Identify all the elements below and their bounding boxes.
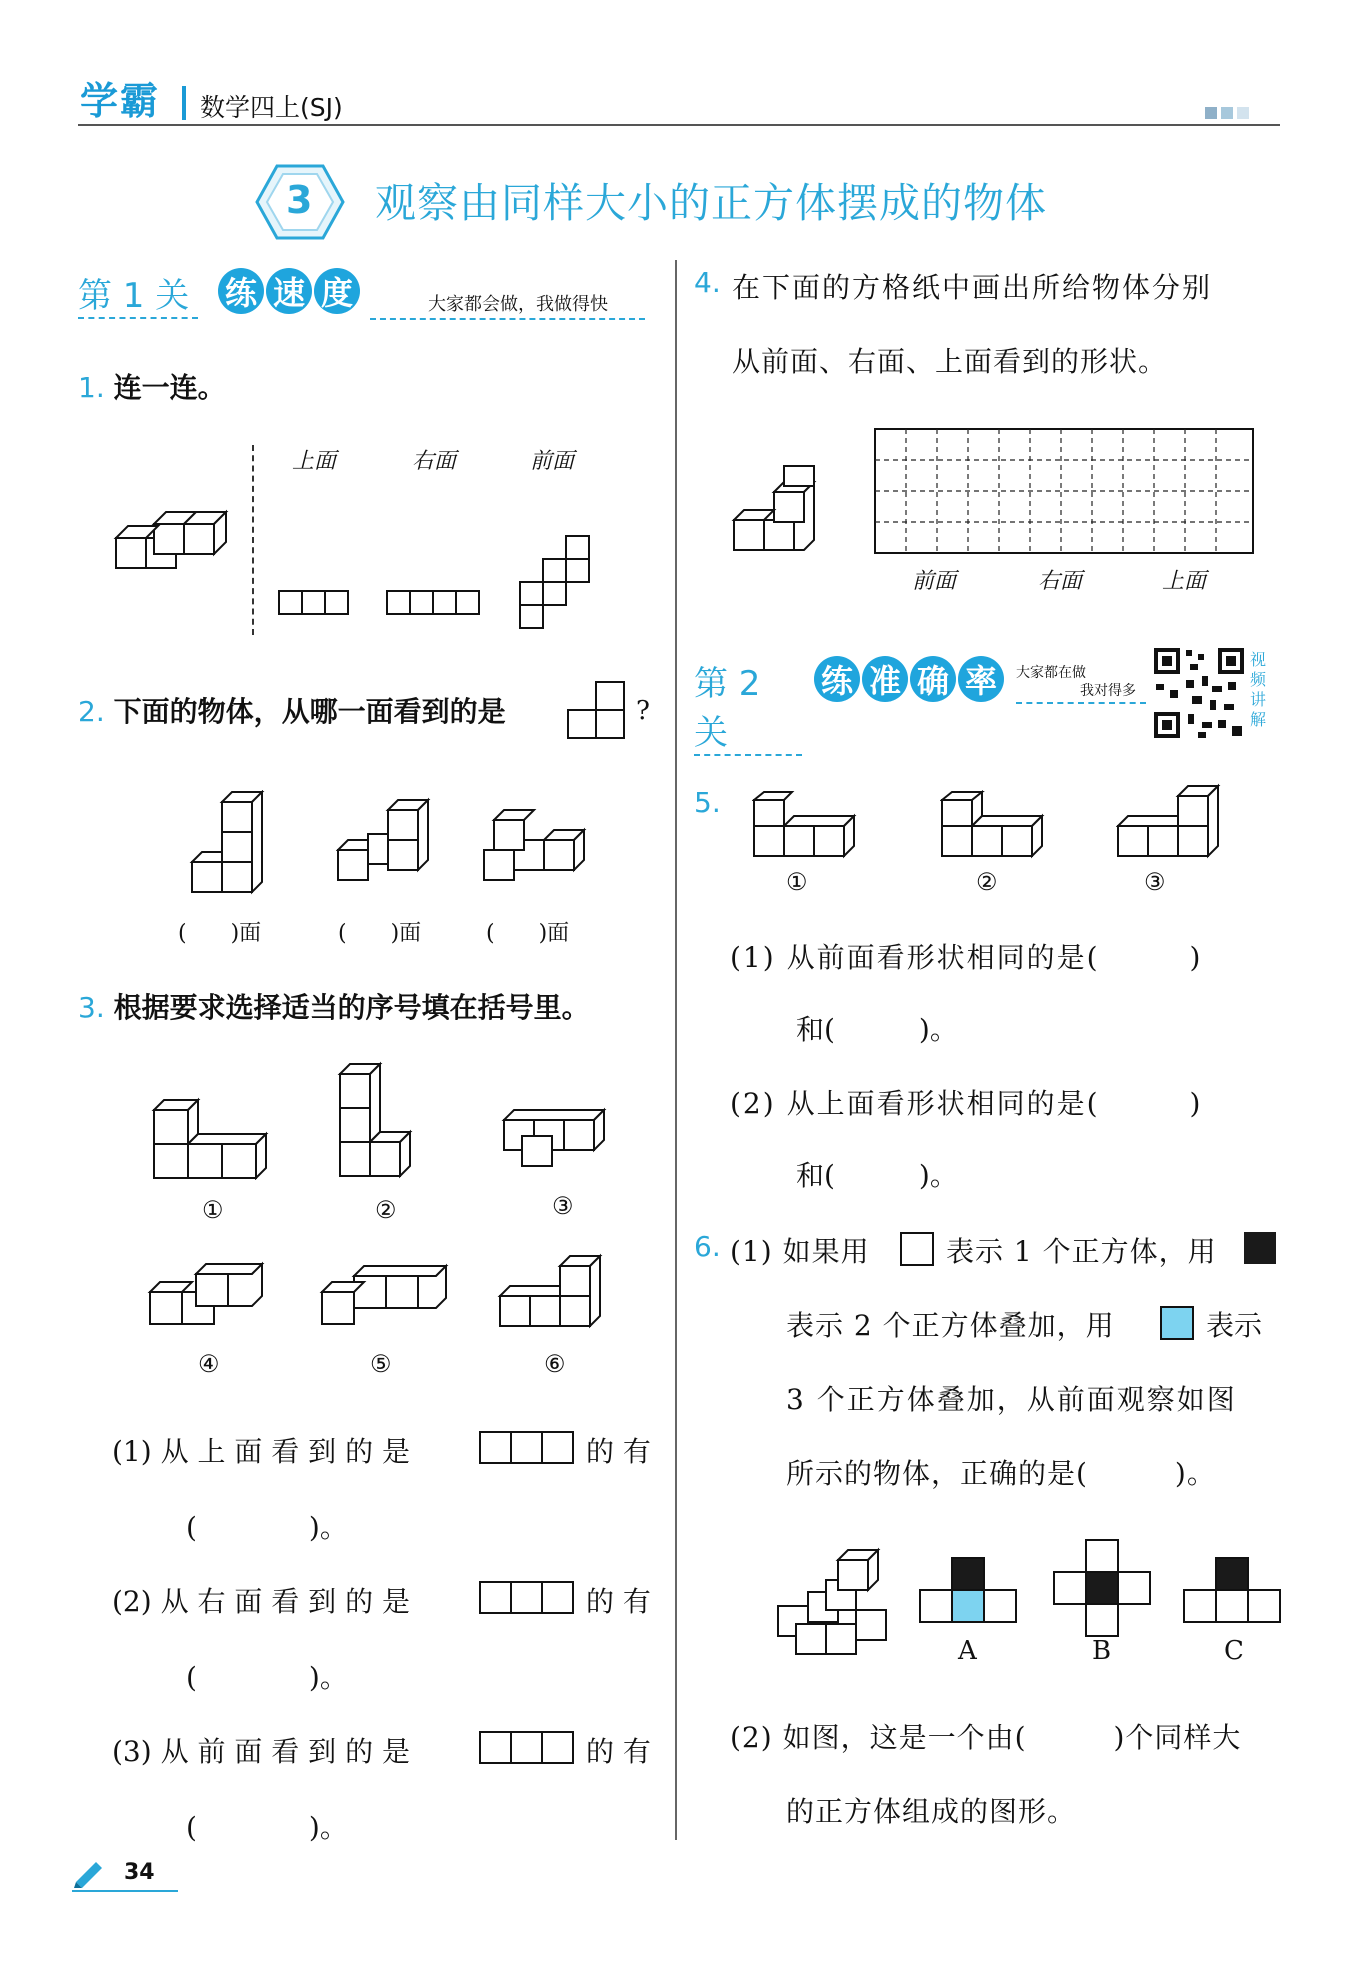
q3-item-1-blank[interactable]: ( )。 xyxy=(186,1511,348,1544)
level2-badge: 准 xyxy=(862,656,908,702)
header-rule xyxy=(78,124,1280,126)
q1-solid xyxy=(110,500,230,580)
q3-item-1-prefix: (1) 从 上 面 看 到 的 是 xyxy=(112,1435,410,1468)
q5-part2-line2[interactable]: 和( )。 xyxy=(796,1159,958,1192)
q5-part2-line1[interactable]: (2) 从上面看形状相同的是( ) xyxy=(730,1087,1203,1120)
q1-view-label: 前面 xyxy=(530,449,575,474)
book-title: 数学四上(SJ) xyxy=(200,93,343,122)
q3-item-3-suffix: 的 有 xyxy=(586,1735,651,1768)
q3-text: 根据要求选择适当的序号填在括号里。 xyxy=(113,991,590,1024)
q3-item-3-prefix: (3) 从 前 面 看 到 的 是 xyxy=(112,1735,410,1768)
q6-number-text: 6. xyxy=(694,1230,721,1263)
q3-solid-1 xyxy=(150,1080,270,1180)
q1-view-staircase[interactable] xyxy=(518,535,592,631)
q5-part1-line2[interactable]: 和( )。 xyxy=(796,1013,958,1046)
q3-label: ③ xyxy=(552,1192,574,1220)
q3-label: ② xyxy=(375,1196,397,1224)
q4-solid xyxy=(730,460,830,560)
q6-option-label: C xyxy=(1224,1636,1244,1666)
q6-option-c-figure[interactable] xyxy=(1182,1556,1284,1628)
q6-part1-f[interactable]: 所示的物体，正确的是( )。 xyxy=(786,1457,1216,1490)
level2-tagline-underline xyxy=(1016,702,1146,704)
q3-label: ⑥ xyxy=(544,1350,566,1378)
page-number: 34 xyxy=(124,1860,155,1885)
q5-solid-3 xyxy=(1116,780,1226,860)
q2-answer-blank[interactable]: ( )面 xyxy=(178,921,262,946)
q3-solid-4 xyxy=(146,1252,266,1332)
q1-view-3-squares[interactable] xyxy=(278,590,350,616)
q3-number: 3. xyxy=(78,991,105,1024)
q6-part1-a: (1) 如果用 xyxy=(730,1235,870,1268)
level1-badge: 速 xyxy=(266,268,312,314)
q2-answer-blank[interactable]: ( )面 xyxy=(486,921,570,946)
q4-grid-label: 上面 xyxy=(1162,569,1207,594)
q3-item-1-suffix: 的 有 xyxy=(586,1435,651,1468)
q5-solid-1 xyxy=(752,790,858,860)
level2-badge: 练 xyxy=(814,656,860,702)
q2-solid-3 xyxy=(482,800,594,890)
q6-part1-d: 表示 xyxy=(1206,1309,1263,1342)
q3-stem xyxy=(78,986,590,1026)
triple-cube-symbol xyxy=(1160,1306,1194,1340)
q3-solid-6 xyxy=(496,1236,616,1336)
q3-item-1-shape xyxy=(478,1430,576,1466)
q3-item-2-prefix: (2) 从 右 面 看 到 的 是 xyxy=(112,1585,410,1618)
lesson-title: 观察由同样大小的正方体摆成的物体 xyxy=(375,179,1047,227)
q6-number xyxy=(694,1230,721,1263)
q6-option-label: A xyxy=(958,1636,977,1666)
level2-header xyxy=(694,656,802,756)
q3-item-2-blank[interactable]: ( )。 xyxy=(186,1661,348,1694)
q4-number-text: 4. xyxy=(694,266,721,299)
q2-stem xyxy=(78,690,506,730)
q3-item-2-suffix: 的 有 xyxy=(586,1585,651,1618)
single-cube-symbol xyxy=(900,1232,934,1266)
level1-label: 第 1 关 xyxy=(78,276,190,316)
level1-tagline: 大家都会做，我做得快 xyxy=(428,294,608,315)
level2-label: 第 2 关 xyxy=(694,664,761,753)
q5-label: ② xyxy=(976,868,998,896)
level1-tagline-underline xyxy=(370,318,645,320)
q2-view-shape xyxy=(566,680,626,740)
q6-part2-line2: 的正方体组成的图形。 xyxy=(786,1795,1077,1828)
q3-label: ④ xyxy=(198,1350,220,1378)
footer-rule xyxy=(72,1890,178,1892)
q2-solid-1 xyxy=(180,790,266,900)
q2-number: 2. xyxy=(78,695,105,728)
q2-solid-2 xyxy=(336,794,436,894)
pencil-icon xyxy=(72,1858,106,1888)
qr-code-icon[interactable] xyxy=(1152,646,1246,740)
q5-label: ③ xyxy=(1144,868,1166,896)
brand-divider xyxy=(182,86,186,120)
q3-item-2-shape xyxy=(478,1580,576,1616)
level2-badges xyxy=(814,656,1004,702)
q6-option-b-figure[interactable] xyxy=(1052,1538,1154,1642)
q1-view-label: 上面 xyxy=(292,449,337,474)
column-divider xyxy=(675,260,677,1840)
q3-label: ① xyxy=(202,1196,224,1224)
q6-part1-b: 表示 1 个正方体，用 xyxy=(946,1235,1217,1268)
q4-grid-label: 右面 xyxy=(1038,569,1083,594)
q4-number xyxy=(694,266,721,299)
level1-header xyxy=(78,268,198,319)
q3-solid-5 xyxy=(318,1252,452,1332)
q1-text: 连一连。 xyxy=(113,371,226,404)
q6-part1-c: 表示 2 个正方体叠加，用 xyxy=(786,1309,1115,1342)
header-decoration xyxy=(1205,104,1253,123)
q4-grid-paper[interactable] xyxy=(874,428,1256,556)
q2-text: 下面的物体，从哪一面看到的是 xyxy=(113,695,506,728)
q6-part1-e: 3 个正方体叠加，从前面观察如图 xyxy=(786,1383,1237,1416)
q3-solid-3 xyxy=(500,1100,620,1170)
q3-label: ⑤ xyxy=(370,1350,392,1378)
q1-divider xyxy=(252,445,254,635)
level2-badge: 率 xyxy=(958,656,1004,702)
q6-part2-line1[interactable]: (2) 如图，这是一个由( )个同样大 xyxy=(730,1721,1242,1754)
q2-answer-blank[interactable]: ( )面 xyxy=(338,921,422,946)
q4-text-line1: 在下面的方格纸中画出所给物体分别 xyxy=(732,271,1213,304)
q5-number-text: 5. xyxy=(694,786,721,819)
q5-number xyxy=(694,786,721,819)
level2-tagline-2: 我对得多 xyxy=(1080,683,1136,699)
q3-solid-2 xyxy=(336,1060,436,1184)
q4-text-line2: 从前面、右面、上面看到的形状。 xyxy=(732,345,1168,378)
level2-badge: 确 xyxy=(910,656,956,702)
level2-tagline-1: 大家都在做 xyxy=(1016,665,1086,681)
q1-stem xyxy=(78,366,226,406)
q1-view-4-squares[interactable] xyxy=(386,590,482,616)
q4-grid-label: 前面 xyxy=(912,569,957,594)
double-cube-symbol xyxy=(1244,1232,1276,1264)
q6-option-a-figure[interactable] xyxy=(918,1556,1020,1628)
q5-label: ① xyxy=(786,868,808,896)
q3-item-3-blank[interactable]: ( )。 xyxy=(186,1811,348,1844)
q6-solid xyxy=(774,1540,894,1660)
brand-logo: 学霸 xyxy=(80,79,161,123)
q5-solid-2 xyxy=(940,790,1046,860)
q1-view-label: 右面 xyxy=(412,449,457,474)
q2-question-mark: ? xyxy=(636,696,650,726)
level1-badge: 练 xyxy=(218,268,264,314)
level1-badge: 度 xyxy=(314,268,360,314)
video-explain-label[interactable]: 视频讲解 xyxy=(1250,650,1267,729)
q1-number: 1. xyxy=(78,371,105,404)
q6-option-label: B xyxy=(1092,1636,1112,1666)
q3-item-3-shape xyxy=(478,1730,576,1766)
level1-badges xyxy=(218,268,360,314)
lesson-number: 3 xyxy=(286,178,313,222)
q5-part1-line1[interactable]: (1) 从前面看形状相同的是( ) xyxy=(730,941,1203,974)
